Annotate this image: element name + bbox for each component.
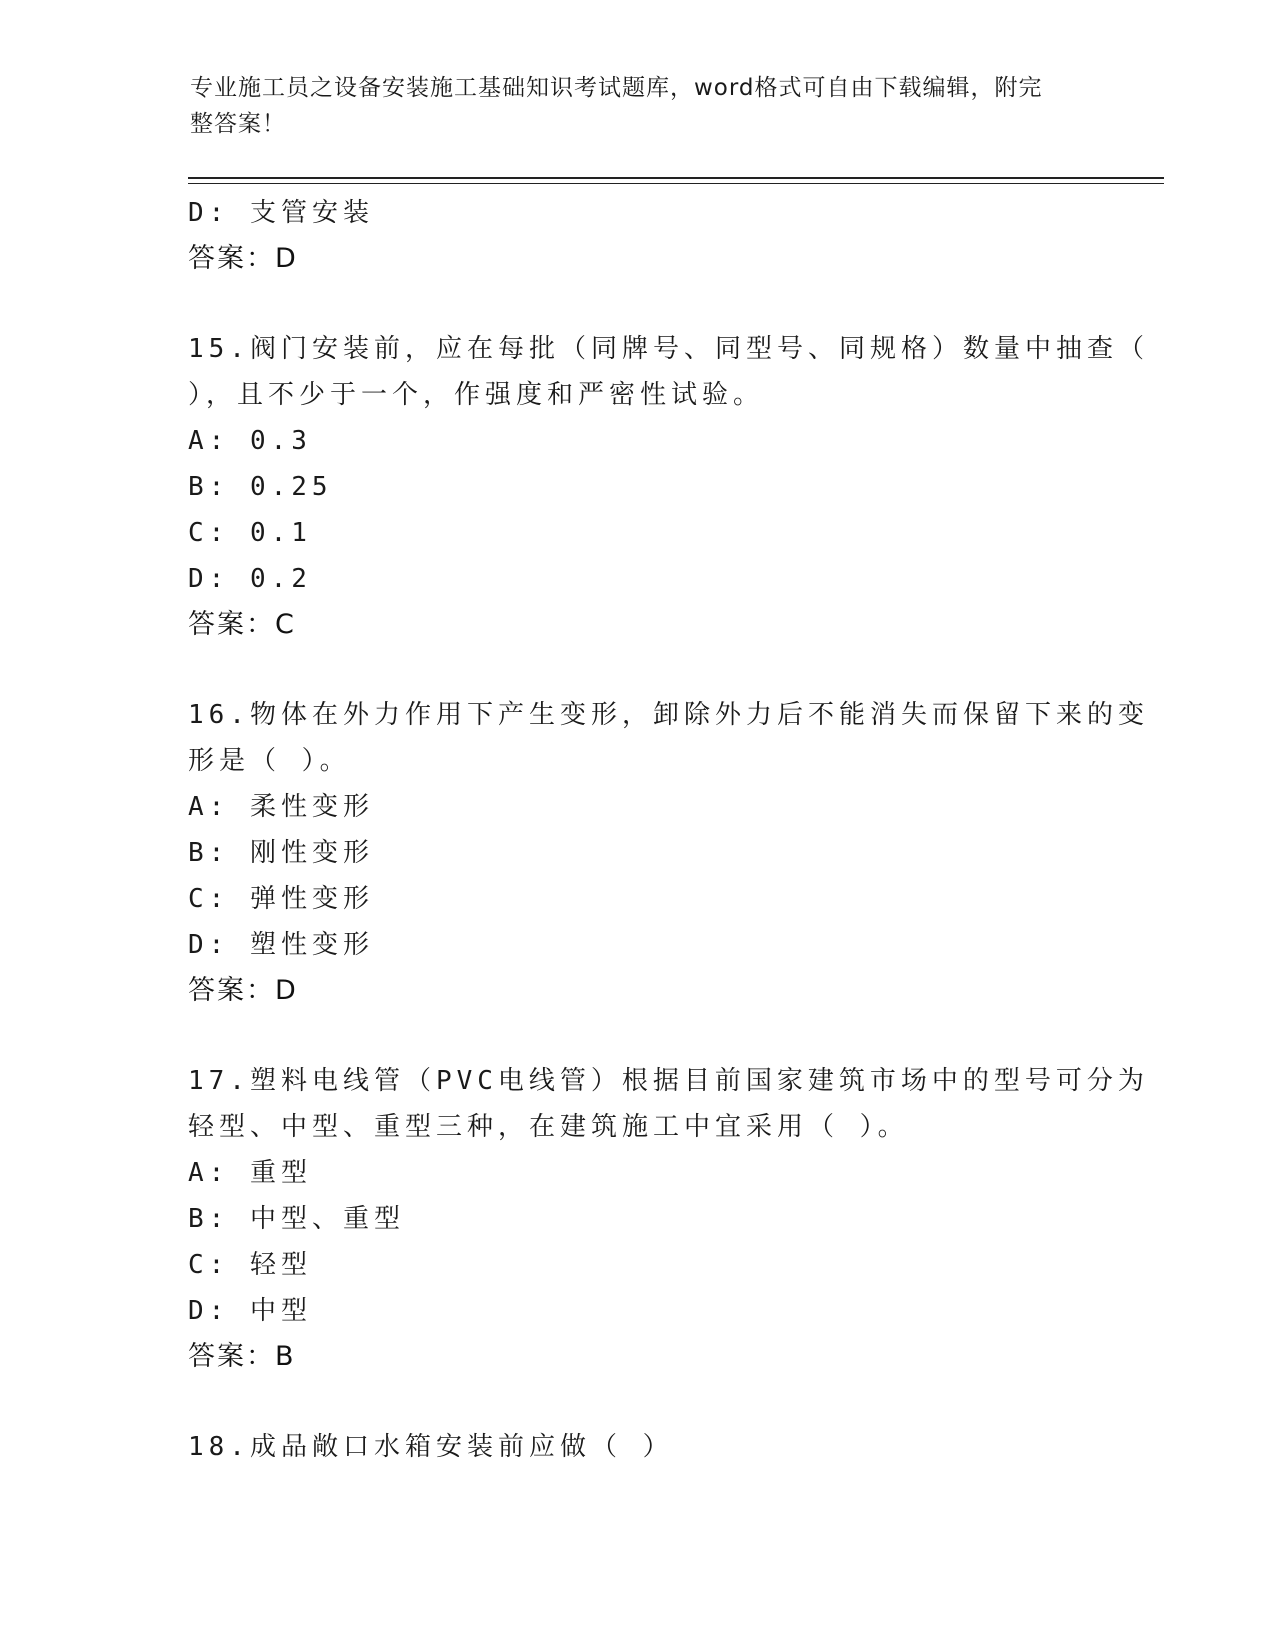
answer-line: 答案：C	[188, 609, 296, 640]
option-d: D: 塑性变形	[188, 930, 374, 960]
option-c: C: 0.1	[188, 518, 312, 548]
option-c: C: 轻型	[188, 1250, 312, 1280]
question-text: 18.成品敞口水箱安装前应做（ ）	[188, 1432, 674, 1462]
option-b: B: 0.25	[188, 472, 333, 502]
answer-line: 答案：D	[188, 243, 298, 274]
question-16	[188, 692, 1149, 1014]
question-text-cont: 轻型、中型、重型三种，在建筑施工中宜采用（ ）。	[188, 1112, 909, 1142]
option-d: D: 支管安装	[188, 198, 374, 228]
page-header	[190, 70, 1090, 142]
question-15	[188, 326, 1149, 648]
header-rule-thick	[188, 177, 1164, 179]
option-b: B: 中型、重型	[188, 1204, 405, 1234]
option-a: A: 柔性变形	[188, 792, 374, 822]
document-body	[188, 190, 1149, 1470]
option-a: A: 0.3	[188, 426, 312, 456]
question-text: 15.阀门安装前，应在每批（同牌号、同型号、同规格）数量中抽查（	[188, 334, 1149, 364]
option-c: C: 弹性变形	[188, 884, 374, 914]
question-text-cont: 形是（ ）。	[188, 746, 351, 776]
header-rule-thin	[188, 183, 1164, 184]
question-18	[188, 1424, 1088, 1470]
option-b: B: 刚性变形	[188, 838, 374, 868]
question-17	[188, 1058, 1149, 1380]
option-a: A: 重型	[188, 1158, 312, 1188]
previous-question-tail	[188, 190, 1088, 282]
answer-line: 答案：D	[188, 975, 298, 1006]
option-d: D: 中型	[188, 1296, 312, 1326]
question-text: 17.塑料电线管（PVC电线管）根据目前国家建筑市场中的型号可分为	[188, 1066, 1149, 1096]
answer-line: 答案：B	[188, 1341, 296, 1372]
header-line-2: 整答案！	[190, 111, 286, 137]
option-d: D: 0.2	[188, 564, 312, 594]
question-text-cont: ），且不少于一个，作强度和严密性试验。	[188, 380, 765, 410]
header-line-1: 专业施工员之设备安装施工基础知识考试题库，word格式可自由下载编辑，附完	[190, 75, 1043, 101]
question-text: 16.物体在外力作用下产生变形，卸除外力后不能消失而保留下来的变	[188, 700, 1149, 730]
